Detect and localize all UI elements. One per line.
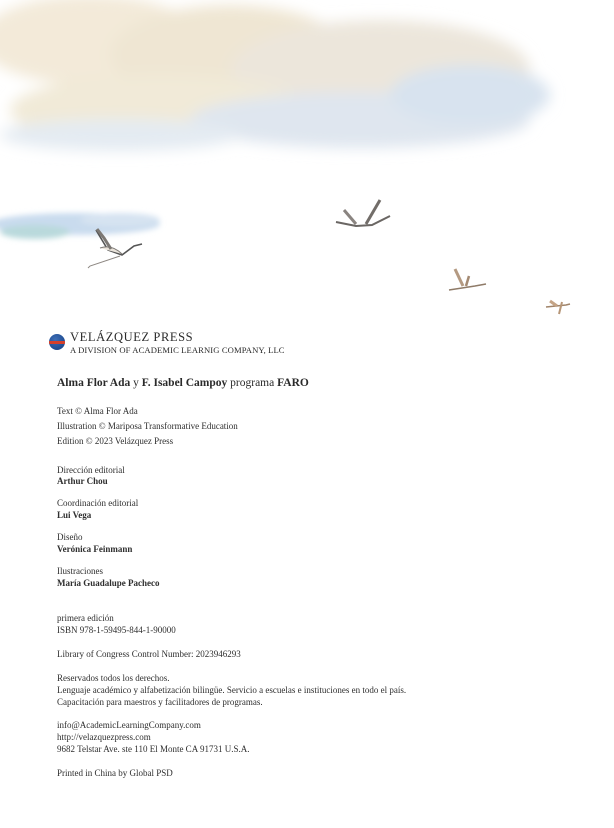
credit-role: Ilustraciones — [57, 566, 103, 576]
contact-email: info@AcademicLearningCompany.com — [57, 720, 201, 730]
author-name: Alma Flor Ada — [57, 377, 131, 389]
edition-label: primera edición — [57, 613, 114, 623]
coauthor-name: F. Isabel Campoy — [141, 377, 228, 389]
isbn: ISBN 978-1-59495-844-1-90000 — [57, 625, 176, 635]
crane-3 — [449, 269, 486, 290]
contact-address: 9682 Telstar Ave. ste 110 El Monte CA 91731 U.S.A. — [57, 744, 250, 754]
rights-line: Capacitación para maestros y facilitadores de programas. — [57, 697, 263, 707]
credit-role: Dirección editorial — [57, 465, 125, 475]
conjunction: y — [133, 377, 139, 389]
book-credit-line — [57, 377, 309, 389]
crane-1 — [88, 229, 142, 268]
rights-line: Reservados todos los derechos. — [57, 673, 170, 683]
credit-name: Verónica Feinmann — [57, 544, 133, 554]
publisher-division: A DIVISION OF ACADEMIC LEARNIG COMPANY, LLC — [70, 345, 285, 355]
loc-control-number: Library of Congress Control Number: 2023946293 — [57, 649, 241, 659]
credit-name: Arthur Chou — [57, 476, 108, 486]
copyright-illustration: Illustration © Mariposa Transformative Education — [57, 421, 238, 431]
contact-website: http://velazquezpress.com — [57, 732, 151, 742]
copyright-text: Text © Alma Flor Ada — [57, 406, 138, 416]
crane-4 — [546, 301, 570, 314]
rights-line: Lenguaje académico y alfabetización bilingüe. Servicio a escuelas e instituciones en todo el país. — [57, 685, 407, 695]
program-name: FARO — [277, 377, 309, 389]
credit-name: Lui Vega — [57, 510, 92, 520]
copyright-edition: Edition © 2023 Velázquez Press — [57, 436, 174, 446]
cloud-and-cranes-illustration — [0, 0, 614, 330]
publisher-name: VELÁZQUEZ PRESS — [70, 330, 194, 344]
program-word: programa — [230, 377, 275, 389]
cloud-left — [0, 213, 160, 239]
credit-role: Coordinación editorial — [57, 498, 139, 508]
crane-2 — [336, 200, 390, 226]
credit-name: María Guadalupe Pacheco — [57, 578, 160, 588]
cloud-top — [0, 0, 550, 151]
publisher-logo-icon — [49, 334, 65, 350]
credit-role: Diseño — [57, 532, 83, 542]
printed-in: Printed in China by Global PSD — [57, 768, 173, 778]
